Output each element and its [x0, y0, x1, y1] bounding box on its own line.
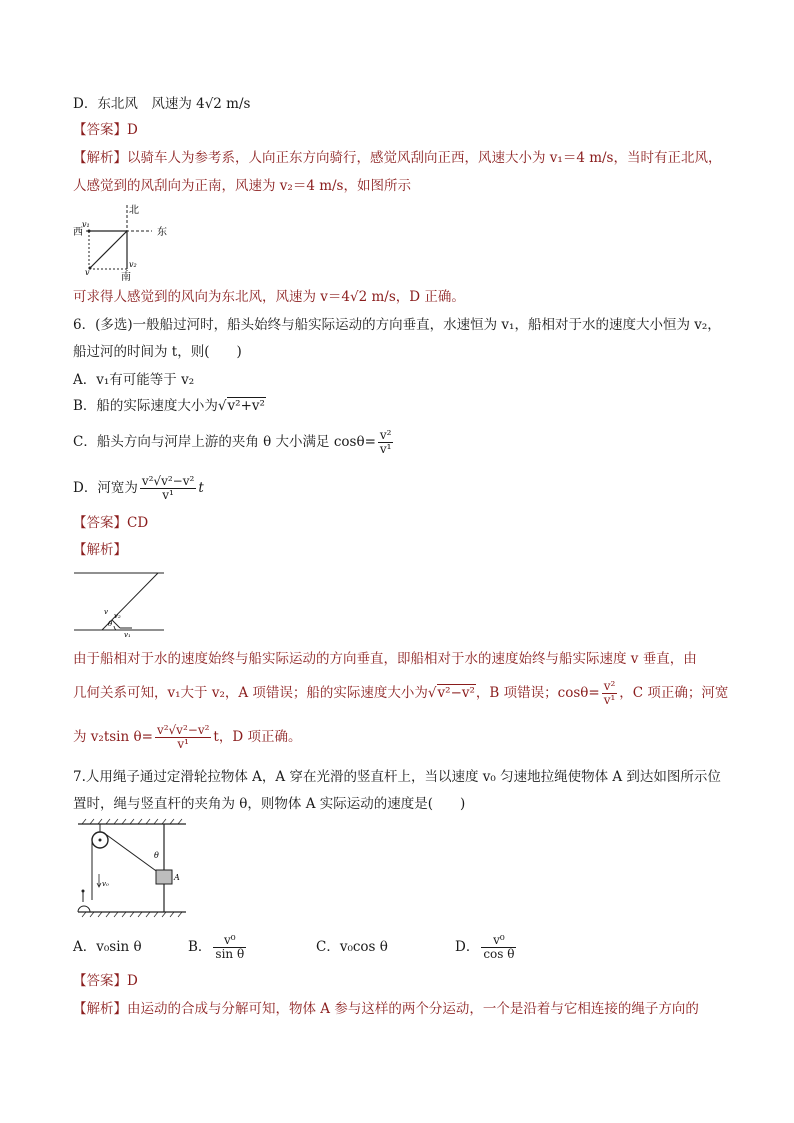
- analysis-tag: 【解析】: [73, 1001, 127, 1017]
- label-theta: θ: [154, 851, 159, 860]
- option-b-sqrt: v²+v²: [227, 398, 265, 414]
- analysis-tag: 【解析】: [73, 150, 127, 166]
- option-d-suffix: t: [198, 480, 204, 496]
- exp3-den: v¹: [177, 737, 189, 751]
- exp3-a: 为 v₂tsin θ=: [73, 729, 153, 745]
- q6-explanation-2: 几何关系可知，v₁大于 v₂，A 项错误；船的实际速度大小为√v²−v²，B 项错误；cosθ= $\frac{\text{v²}}{\text{v¹}}$ ，C 项正确；河宽: [73, 679, 729, 707]
- q7-pulley-diagram: [74, 818, 190, 920]
- answer-tag: 【答案】: [73, 973, 127, 989]
- label-v1: v₁: [124, 631, 131, 639]
- label-a: A: [174, 873, 180, 882]
- label-v: v: [104, 608, 108, 616]
- option-b-text: B．船的实际速度大小为: [73, 398, 218, 414]
- q7-option-d: [455, 932, 518, 962]
- q6-answer: [73, 513, 148, 533]
- exp3-num: v²√v²−v²: [156, 723, 210, 737]
- q5-analysis-1: [73, 148, 722, 168]
- q6-option-b: B．船的实际速度大小为√v²+v²: [73, 398, 265, 414]
- option-c-den: v¹: [379, 442, 392, 456]
- q6-analysis-tag: [73, 540, 127, 560]
- option-d-text: D．: [455, 939, 480, 955]
- option-b-den: sin θ: [215, 947, 245, 961]
- option-d-num: v²√v²−v²: [141, 474, 195, 488]
- q5-conclusion: 可求得人感觉到的风向为东北风，风速为 v＝4√2 m/s，D 正确。: [73, 289, 465, 305]
- answer-value: D: [127, 973, 138, 989]
- exp2-sqrt: v²−v²: [437, 685, 475, 701]
- analysis-text: 由运动的合成与分解可知，物体 A 参与这样的两个分运动，一个是沿着与它相连接的绳子方向的: [127, 1001, 699, 1017]
- q6-stem-2: 船过河的时间为 t，则( ): [73, 344, 242, 360]
- analysis-text: 以骑车人为参考系，人向正东方向骑行，感觉风刮向正西，风速大小为 v₁＝4 m/s，当时有正北风，: [127, 150, 722, 166]
- q7-analysis: [73, 999, 699, 1019]
- q7-option-b: [188, 932, 248, 962]
- q6-river-diagram: [72, 568, 167, 640]
- exp2-c: ，C 项正确；河宽: [619, 685, 729, 701]
- answer-value: D: [127, 122, 138, 138]
- q5-analysis-2: 人感觉到的风刮向为正南，风速为 v₂＝4 m/s，如图所示: [73, 178, 411, 194]
- label-theta: θ: [108, 620, 113, 628]
- option-d-text: D．河宽为: [73, 480, 138, 496]
- answer-tag: 【答案】: [73, 122, 127, 138]
- label-v2: v₂: [114, 612, 121, 620]
- option-d-num: v⁰: [481, 934, 516, 948]
- q7-option-c: C．v₀cos θ: [316, 939, 388, 955]
- label-west: 西: [73, 227, 83, 238]
- q7-stem-1: 7.人用绳子通过定滑轮拉物体 A，A 穿在光滑的竖直杆上，当以速度 v₀ 匀速地拉绳使物体 A 到达如图所示位: [73, 769, 721, 785]
- label-v2: v₂: [129, 260, 137, 269]
- q5-option-d: D．东北风 风速为 4√2 m/s: [73, 96, 251, 112]
- q6-explanation-1: 由于船相对于水的速度始终与船实际运动的方向垂直，即船相对于水的速度始终与船实际速度 v 垂直，由: [73, 651, 697, 667]
- label-south: 南: [121, 272, 131, 281]
- option-c-text: C．船头方向与河岸上游的夹角 θ 大小满足 cosθ=: [73, 434, 376, 450]
- q5-wind-diagram: [72, 203, 192, 281]
- exp2-num: v²: [603, 679, 616, 693]
- option-d-den: v¹: [162, 488, 174, 502]
- option-b-num: v⁰: [213, 934, 246, 948]
- label-north: 北: [129, 205, 139, 216]
- q7-option-a: A．v₀sin θ: [73, 939, 142, 955]
- option-b-text: B．: [188, 939, 212, 955]
- answer-tag: 【答案】: [73, 515, 127, 531]
- q6-stem-1: 6．(多选)一般船过河时，船头始终与船实际运动的方向垂直，水速恒为 v₁，船相对于水的速度大小恒为 v₂，: [73, 317, 721, 333]
- label-v: v: [85, 268, 90, 277]
- exp2-den: v¹: [603, 693, 616, 707]
- q7-stem-2: 置时，绳与竖直杆的夹角为 θ，则物体 A 实际运动的速度是( ): [73, 796, 466, 812]
- label-v0: v₀: [102, 880, 109, 888]
- label-east: 东: [157, 227, 167, 238]
- exp2-b: ，B 项错误；cosθ=: [475, 685, 600, 701]
- exp2-a: 几何关系可知，v₁大于 v₂，A 项错误；船的实际速度大小为: [73, 685, 428, 701]
- analysis-tag: 【解析】: [73, 542, 127, 558]
- label-v1: v₁: [82, 220, 90, 229]
- exp3-b: t，D 项正确。: [213, 729, 302, 745]
- q7-answer: [73, 971, 138, 991]
- q6-option-c: [73, 428, 395, 456]
- q6-option-d: [73, 474, 204, 502]
- q5-answer: [73, 120, 138, 140]
- q6-explanation-3: [73, 722, 301, 752]
- q6-option-a: A．v₁有可能等于 v₂: [73, 372, 195, 388]
- option-d-den: cos θ: [483, 947, 515, 961]
- option-c-num: v²: [379, 428, 392, 442]
- answer-value: CD: [127, 515, 149, 531]
